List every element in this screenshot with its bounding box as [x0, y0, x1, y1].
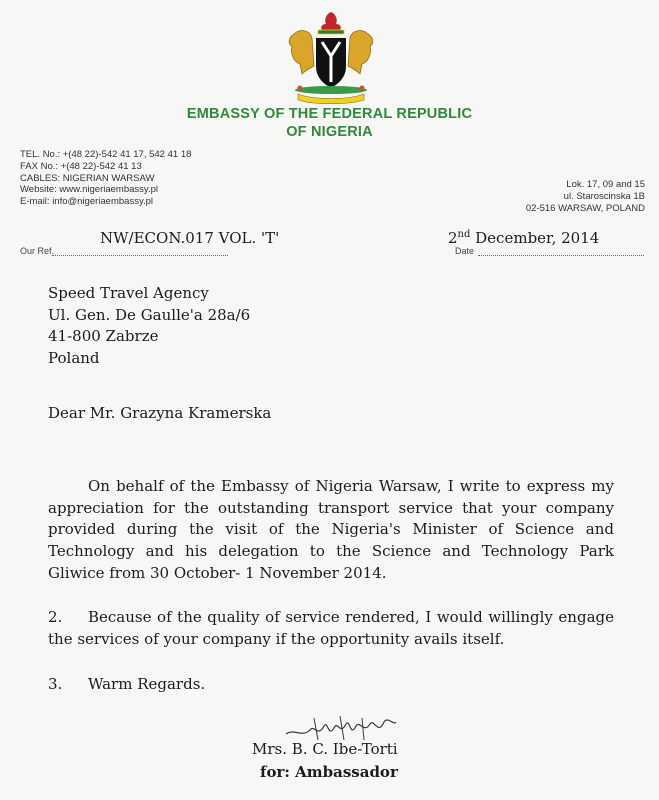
paragraph-2-text: Because of the quality of service rendered, I would willingly engage the services of your company if the opportunity avails itself. — [48, 608, 614, 648]
signatory-title: for: Ambassador — [260, 763, 398, 781]
recipient-address — [48, 283, 250, 370]
nigeria-coat-of-arms-icon — [280, 8, 382, 104]
paragraph-3-number: 3. — [48, 675, 63, 693]
embassy-title-line2: OF NIGERIA — [286, 124, 373, 140]
our-ref-dotted-line — [52, 254, 228, 256]
body-paragraph-2 — [48, 607, 614, 650]
date-value — [448, 229, 599, 247]
contact-details-left — [20, 149, 191, 208]
date-suffix: nd — [457, 229, 471, 240]
cables-line: CABLES: NIGERIAN WARSAW — [20, 172, 155, 184]
date-day: 2 — [448, 229, 458, 247]
paragraph-3-text: Warm Regards. — [88, 675, 206, 693]
address-line-1: Lok. 17, 09 and 15 — [566, 179, 645, 190]
recipient-line-4: Poland — [48, 349, 100, 368]
our-ref-value: NW/ECON.017 VOL. 'T' — [100, 229, 280, 247]
address-line-3: 02-516 WARSAW, POLAND — [525, 202, 645, 214]
website-line: Website: www.nigeriaembassy.pl — [20, 184, 158, 196]
recipient-line-2: Ul. Gen. De Gaulle'a 28a/6 — [48, 305, 251, 324]
recipient-line-1: Speed Travel Agency — [48, 284, 209, 302]
signatory-name: Mrs. B. C. Ibe-Torti — [252, 740, 398, 758]
our-ref-label: Our Ref. — [20, 246, 55, 256]
date-rest: December, 2014 — [470, 229, 600, 247]
body-paragraph-1: On behalf of the Embassy of Nigeria Warsaw, I write to express my appreciation for the outstanding transport service that your company provided during the visit of the Nigeria's Minister of Science and Technology and his delegation to the Science and Technology Park Gliwice from 30 October- 1 November 2014. — [48, 477, 614, 582]
recipient-line-3: 41-800 Zabrze — [48, 327, 159, 346]
salutation: Dear Mr. Grazyna Kramerska — [48, 404, 272, 422]
tel-line: TEL. No.: +(48 22)-542 41 17, 542 41 18 — [20, 149, 192, 160]
address-line-2: ul. Staroscinska 1B — [563, 190, 645, 202]
embassy-title-line1: EMBASSY OF THE FEDERAL REPUBLIC — [186, 106, 473, 122]
date-label: Date — [455, 246, 475, 256]
paragraph-2-number: 2. — [48, 608, 63, 626]
address-details-right — [526, 179, 645, 214]
fax-line: FAX No.: +(48 22)-542 41 13 — [20, 160, 142, 172]
date-dotted-line — [478, 254, 644, 256]
body-paragraph-3 — [48, 674, 614, 696]
email-line: E-mail: info@nigeriaembassy.pl — [20, 196, 154, 208]
